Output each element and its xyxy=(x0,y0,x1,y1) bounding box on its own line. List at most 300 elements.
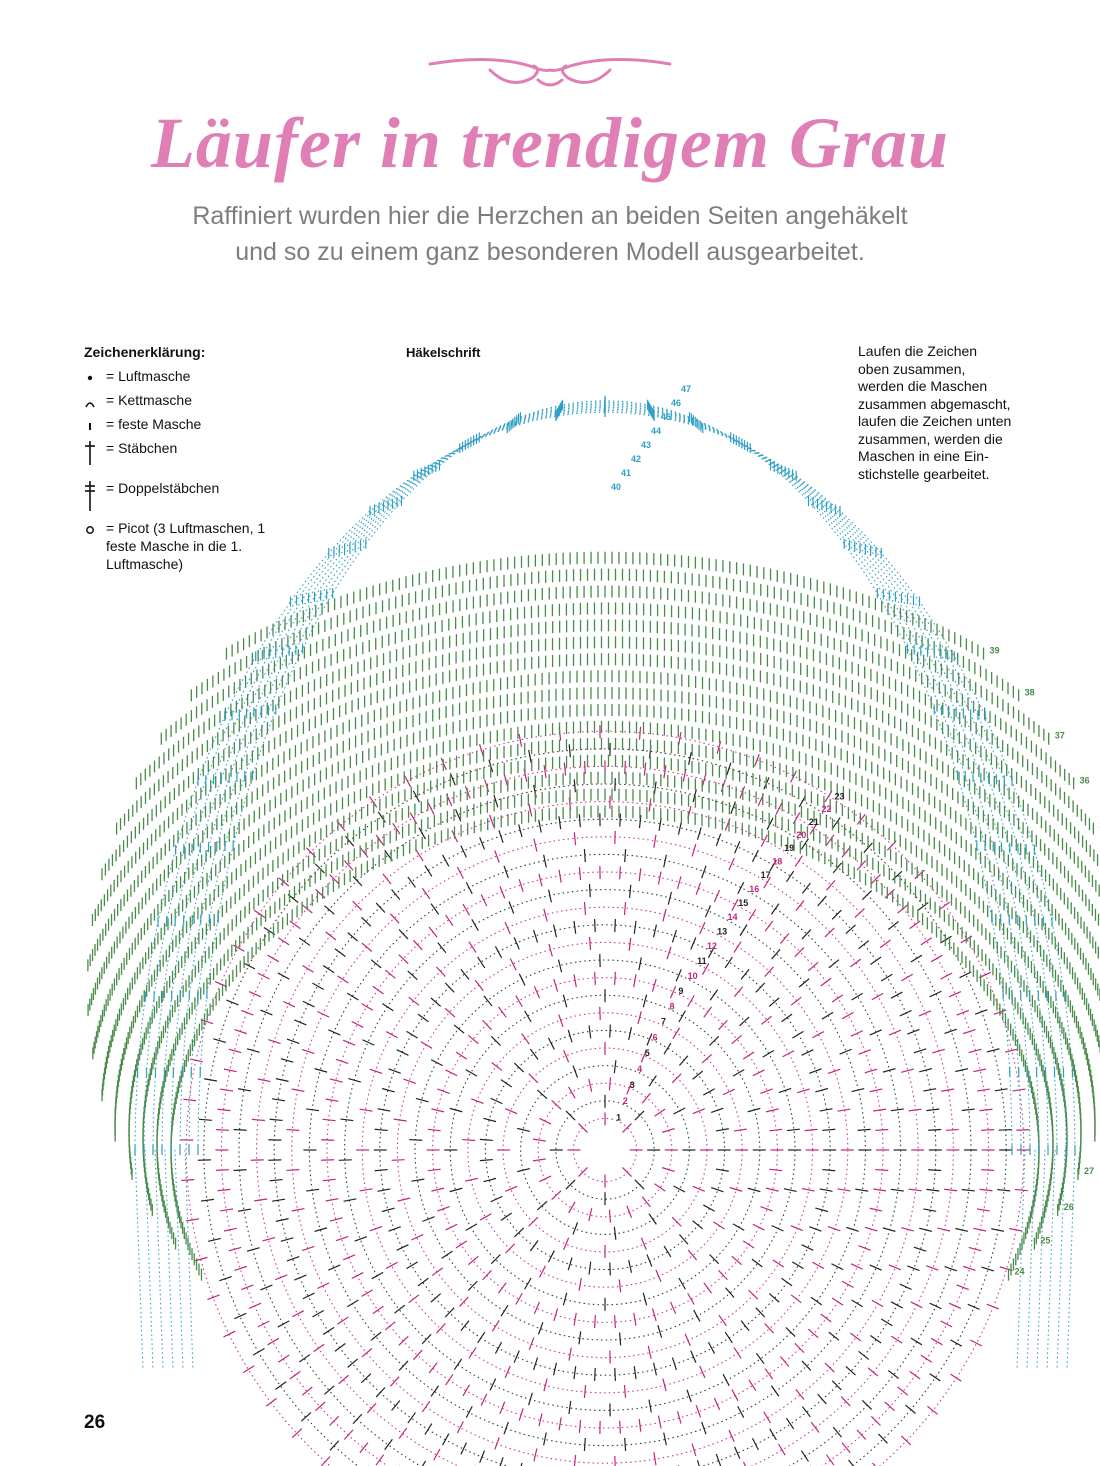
page-subtitle xyxy=(0,198,1100,270)
stitch-mark xyxy=(234,1170,247,1171)
stitch-mark xyxy=(468,1256,478,1264)
stitch-mark xyxy=(281,1238,294,1242)
stitch-mark xyxy=(347,993,358,1000)
stitch-mark xyxy=(962,1109,975,1110)
stitch-mark xyxy=(574,1366,576,1379)
stitch-mark xyxy=(716,1129,729,1131)
subtitle-line: Raffiniert wurden hier die Herzchen an beiden Seiten angehäkelt xyxy=(192,202,908,230)
stitch-mark xyxy=(360,1189,373,1191)
stitch-mark xyxy=(249,1303,261,1308)
stitch-mark xyxy=(499,1457,503,1466)
round-number: 41 xyxy=(621,468,632,478)
stitch-mark xyxy=(891,1302,902,1308)
stitch-mark xyxy=(409,997,419,1005)
stitch-mark xyxy=(898,1387,908,1395)
stitch-mark xyxy=(501,1080,512,1087)
stitch-mark xyxy=(620,866,621,879)
stitch-mark xyxy=(826,1455,834,1466)
stitch-mark xyxy=(694,1310,700,1321)
stitch-mark xyxy=(875,1130,888,1131)
stitch-mark xyxy=(664,1043,671,1054)
stitch-mark xyxy=(537,1090,547,1099)
stitch-mark xyxy=(769,1129,782,1131)
round-number: 3 xyxy=(629,1079,635,1090)
stitch-mark xyxy=(987,1304,999,1309)
stitch-mark xyxy=(820,1189,833,1191)
stitch-mark xyxy=(480,1214,491,1220)
stitch-mark xyxy=(446,915,453,926)
stitch-mark xyxy=(290,1371,301,1379)
stitch-mark xyxy=(355,1237,367,1241)
stitch-mark xyxy=(554,925,557,938)
stitch-mark xyxy=(539,1176,551,1182)
stitch-mark xyxy=(850,959,860,967)
stitch-mark xyxy=(514,1351,519,1363)
stitch-mark xyxy=(413,791,419,802)
stitch-mark xyxy=(373,1306,384,1313)
stitch-mark xyxy=(348,933,358,941)
stitch-mark xyxy=(299,938,310,945)
stitch-mark xyxy=(324,906,334,915)
stitch-mark xyxy=(218,1109,231,1110)
stitch-mark xyxy=(514,937,519,949)
stitch-mark xyxy=(738,882,744,894)
stitch-mark xyxy=(846,1227,858,1231)
stitch-mark xyxy=(752,1438,758,1450)
stitch-mark xyxy=(378,812,385,823)
stitch-mark xyxy=(352,1273,364,1279)
stitch-mark xyxy=(610,1025,611,1038)
stitch-mark xyxy=(376,903,385,913)
stitch-mark xyxy=(216,1170,229,1171)
chart-round-29 xyxy=(102,721,1100,1101)
stitch-mark xyxy=(928,1129,941,1130)
stitch-mark xyxy=(721,779,725,791)
stitch-mark xyxy=(450,773,455,785)
stitch-mark xyxy=(672,1358,676,1370)
stitch-mark xyxy=(808,1329,818,1338)
stitch-mark xyxy=(941,973,953,979)
stitch-mark xyxy=(674,1108,686,1114)
stitch-mark xyxy=(679,1011,686,1022)
stitch-mark xyxy=(238,1089,251,1091)
chart-round-35 xyxy=(117,619,1094,834)
stitch-mark xyxy=(534,930,538,942)
stitch-mark xyxy=(578,1123,587,1132)
stitch-mark xyxy=(615,972,616,985)
stitch-mark xyxy=(822,1170,835,1171)
stitch-mark xyxy=(404,776,410,787)
stitch-mark xyxy=(344,1430,353,1440)
stitch-mark xyxy=(822,1012,833,1019)
stitch-mark xyxy=(579,1331,581,1344)
stitch-mark xyxy=(302,1049,314,1053)
stitch-mark xyxy=(926,1189,939,1191)
stitch-mark xyxy=(734,1347,741,1358)
stitch-mark xyxy=(392,1160,405,1161)
stitch-mark xyxy=(463,904,470,915)
stitch-mark xyxy=(802,1189,815,1191)
stitch-mark xyxy=(584,902,585,915)
stitch-mark xyxy=(330,1441,339,1451)
stitch-mark xyxy=(730,1188,742,1192)
stitch-mark xyxy=(858,1129,871,1130)
stitch-mark xyxy=(620,814,621,827)
stitch-mark xyxy=(809,1069,821,1074)
stitch-mark xyxy=(629,938,631,951)
chart-side-border xyxy=(135,1150,193,1370)
stitch-mark xyxy=(662,1168,674,1172)
stitch-mark xyxy=(514,1063,523,1072)
stitch-mark xyxy=(691,1351,696,1363)
stitch-mark xyxy=(770,1429,777,1440)
stitch-mark xyxy=(548,1038,554,1050)
stitch-mark xyxy=(873,1189,886,1191)
stitch-mark xyxy=(566,1180,575,1189)
stitch-mark xyxy=(649,1214,656,1225)
stitch-mark xyxy=(335,1344,345,1352)
stitch-mark xyxy=(579,867,580,880)
stitch-mark xyxy=(921,938,932,945)
stitch-mark xyxy=(749,1380,756,1391)
stitch-mark xyxy=(454,1025,464,1033)
stitch-mark xyxy=(315,1069,328,1073)
round-number: 12 xyxy=(706,941,718,952)
stitch-mark xyxy=(710,990,717,1001)
stitch-mark xyxy=(919,1228,932,1231)
legend-label: = feste Masche xyxy=(106,416,202,432)
stitch-mark xyxy=(797,1089,809,1093)
chart-round-12 xyxy=(374,919,836,1381)
stitch-mark xyxy=(525,1278,532,1289)
stitch-mark xyxy=(859,1246,871,1251)
stitch-mark xyxy=(534,839,537,852)
round-number: 43 xyxy=(641,440,652,450)
stitch-mark xyxy=(822,1129,835,1130)
stitch-mark xyxy=(382,1088,395,1091)
stitch-mark xyxy=(685,1334,690,1346)
stitch-mark xyxy=(703,1205,714,1211)
stitch-mark xyxy=(445,1008,455,1017)
round-number: 37 xyxy=(1054,730,1065,741)
stitch-mark xyxy=(634,1366,636,1379)
stitch-mark xyxy=(589,1262,591,1275)
stitch-mark xyxy=(533,1139,546,1141)
stitch-mark xyxy=(698,1460,702,1466)
stitch-mark xyxy=(534,1302,539,1314)
stitch-mark xyxy=(767,818,773,830)
stitch-mark xyxy=(370,1069,382,1073)
stitch-mark xyxy=(233,945,244,951)
stitch-mark xyxy=(779,1088,791,1092)
stitch-mark xyxy=(268,1338,279,1345)
stitch-mark xyxy=(498,1007,506,1017)
stitch-mark xyxy=(679,732,681,745)
stitch-mark xyxy=(691,937,696,949)
stitch-mark xyxy=(302,1246,314,1250)
stitch-mark xyxy=(949,1303,961,1308)
stitch-mark xyxy=(385,1439,393,1449)
stitch-mark xyxy=(530,1049,538,1059)
stitch-mark xyxy=(484,996,492,1006)
stitch-mark xyxy=(472,919,479,930)
stitch-mark xyxy=(416,850,423,861)
stitch-mark xyxy=(579,1278,581,1291)
stitch-mark xyxy=(392,1400,400,1410)
stitch-mark xyxy=(270,1119,283,1120)
stitch-mark xyxy=(258,1079,271,1082)
stitch-mark xyxy=(428,1129,441,1131)
stitch-mark xyxy=(348,1359,358,1367)
stitch-mark xyxy=(360,847,368,857)
stitch-mark xyxy=(743,1052,754,1059)
note-line: Maschen in eine Ein- xyxy=(858,448,989,464)
stitch-mark xyxy=(901,1228,914,1231)
round-number: 46 xyxy=(671,398,682,408)
chart-round-19 xyxy=(251,796,960,1466)
stitch-mark xyxy=(782,1014,793,1022)
stitch-mark xyxy=(376,1455,384,1466)
stitch-mark xyxy=(744,1462,749,1466)
stitch-mark xyxy=(624,902,625,915)
stitch-mark xyxy=(569,1202,576,1213)
stitch-mark xyxy=(457,867,463,879)
stitch-mark xyxy=(287,1039,299,1043)
stitch-mark xyxy=(362,1040,374,1045)
stitch-mark xyxy=(726,1288,735,1298)
stitch-mark xyxy=(422,1334,431,1343)
stitch-mark xyxy=(446,1374,453,1385)
round-number: 10 xyxy=(687,970,698,981)
stitch-mark xyxy=(619,1279,620,1292)
stitch-mark xyxy=(443,855,449,866)
stitch-mark xyxy=(408,877,416,888)
stitch-mark xyxy=(885,1402,895,1411)
stitch-mark xyxy=(519,734,522,747)
stitch-mark xyxy=(928,1170,941,1171)
stitch-mark xyxy=(216,1130,229,1131)
stitch-mark xyxy=(889,1030,901,1035)
stitch-mark xyxy=(375,1170,388,1171)
stitch-mark xyxy=(654,1452,656,1465)
stitch-mark xyxy=(330,875,339,884)
round-number: 25 xyxy=(1040,1235,1051,1246)
stitch-mark xyxy=(782,1278,793,1286)
chart-round-1 xyxy=(567,1112,642,1187)
stitch-mark xyxy=(312,983,323,989)
stitch-mark xyxy=(468,1281,477,1290)
stitch-mark xyxy=(833,1427,841,1437)
stitch-mark xyxy=(275,1275,287,1280)
stitch-mark xyxy=(732,1256,742,1264)
stitch-mark xyxy=(595,1368,596,1381)
stitch-mark xyxy=(431,1060,443,1066)
stitch-mark xyxy=(529,1393,533,1405)
stitch-mark xyxy=(339,1160,352,1161)
stitch-mark xyxy=(352,1022,364,1028)
stitch-mark xyxy=(692,844,696,856)
stitch-mark xyxy=(569,1348,571,1361)
stitch-mark xyxy=(574,1455,575,1466)
stitch-mark xyxy=(779,1444,786,1455)
stitch-mark xyxy=(446,1224,458,1230)
stitch-mark xyxy=(408,971,418,980)
stitch-mark xyxy=(643,1293,646,1306)
stitch-mark xyxy=(252,1119,265,1120)
stitch-mark xyxy=(859,1351,869,1359)
stitch-mark xyxy=(826,835,834,846)
stitch-mark xyxy=(821,978,831,986)
stitch-mark xyxy=(337,976,348,983)
stitch-mark xyxy=(480,1451,485,1463)
stitch-mark xyxy=(491,1255,500,1264)
stitch-mark xyxy=(857,814,865,824)
stitch-mark xyxy=(564,763,565,776)
stitch-mark xyxy=(425,1424,432,1435)
stitch-mark xyxy=(335,949,345,957)
stitch-mark xyxy=(408,1413,416,1424)
stitch-mark xyxy=(812,1032,823,1038)
round-number: 20 xyxy=(796,829,807,840)
stitch-mark xyxy=(881,1319,892,1326)
stitch-mark xyxy=(664,1246,671,1257)
stitch-mark xyxy=(748,1108,761,1111)
stitch-mark xyxy=(569,744,570,757)
stitch-mark xyxy=(207,1295,219,1300)
stitch-mark xyxy=(595,919,596,932)
stitch-mark xyxy=(446,1070,458,1076)
stitch-mark xyxy=(181,1180,194,1181)
stitch-mark xyxy=(881,974,892,981)
stitch-mark xyxy=(875,1170,888,1171)
stitch-mark xyxy=(260,1010,272,1015)
stitch-mark xyxy=(809,1227,821,1232)
stitch-mark xyxy=(514,1228,523,1237)
stitch-mark xyxy=(463,1385,470,1396)
stitch-mark xyxy=(980,1109,993,1110)
stitch-mark xyxy=(911,1338,922,1345)
stitch-mark xyxy=(955,1069,968,1072)
stitch-mark xyxy=(339,1375,349,1384)
stitch-mark xyxy=(609,1210,610,1223)
stitch-mark xyxy=(658,1325,662,1337)
stitch-mark xyxy=(878,1434,887,1443)
stitch-mark xyxy=(711,1188,723,1192)
stitch-mark xyxy=(870,957,881,964)
stitch-mark xyxy=(725,1332,732,1343)
stitch-mark xyxy=(376,835,384,846)
stitch-mark xyxy=(975,1010,987,1014)
stitch-mark xyxy=(772,949,781,959)
stitch-mark xyxy=(883,1069,896,1073)
stitch-mark xyxy=(323,1327,334,1334)
round-number: 39 xyxy=(989,645,1000,656)
round-number: 47 xyxy=(681,384,692,394)
stitch-mark xyxy=(980,1189,993,1190)
chart-round-30 xyxy=(93,704,1100,1059)
stitch-mark xyxy=(574,832,575,845)
stitch-mark xyxy=(955,1229,968,1232)
stitch-mark xyxy=(654,782,656,795)
stitch-mark xyxy=(909,1109,922,1111)
stitch-mark xyxy=(865,1227,877,1231)
stitch-mark xyxy=(343,1040,355,1045)
stitch-mark xyxy=(404,1079,416,1083)
note-line: zusammen abgemascht, xyxy=(858,395,1011,412)
stitch-mark xyxy=(693,1071,703,1079)
stitch-mark xyxy=(534,986,539,998)
stitch-mark xyxy=(422,1401,429,1412)
round-number: 36 xyxy=(1079,775,1090,786)
stitch-mark xyxy=(792,1031,803,1038)
stitch-mark xyxy=(330,1218,343,1221)
stitch-mark xyxy=(425,865,432,876)
stitch-mark xyxy=(821,1314,831,1322)
stitch-mark xyxy=(644,763,645,776)
stitch-mark xyxy=(654,835,656,848)
stitch-mark xyxy=(219,1277,231,1281)
stitch-mark xyxy=(880,940,890,948)
stitch-mark xyxy=(771,904,778,915)
stitch-mark xyxy=(483,1270,492,1279)
stitch-mark xyxy=(926,1266,938,1270)
stitch-mark xyxy=(584,1385,585,1398)
stitch-mark xyxy=(559,1417,561,1430)
stitch-mark xyxy=(579,814,580,827)
stitch-mark xyxy=(802,1407,810,1417)
stitch-mark xyxy=(795,947,804,956)
stitch-mark xyxy=(639,1419,641,1432)
stitch-mark xyxy=(787,1129,800,1130)
stitch-mark xyxy=(769,1294,779,1303)
chart-round-2 xyxy=(550,1095,660,1205)
stitch-mark xyxy=(573,1065,578,1077)
stitch-mark xyxy=(969,1049,982,1052)
stitch-mark xyxy=(466,1070,477,1077)
stitch-mark xyxy=(950,1340,961,1346)
stitch-mark xyxy=(340,1119,353,1121)
stitch-mark xyxy=(360,1109,373,1111)
stitch-mark xyxy=(962,1189,975,1190)
stitch-mark xyxy=(525,1011,532,1022)
stitch-mark xyxy=(786,871,793,882)
stitch-mark xyxy=(559,816,561,829)
stitch-mark xyxy=(573,1222,578,1234)
stitch-mark xyxy=(268,955,279,962)
stitch-mark xyxy=(539,1118,551,1124)
stitch-mark xyxy=(624,1385,625,1398)
stitch-mark xyxy=(483,1118,496,1121)
stitch-mark xyxy=(664,1433,667,1446)
stitch-mark xyxy=(808,962,818,971)
stitch-mark xyxy=(1015,1189,1028,1190)
stitch-mark xyxy=(716,834,720,846)
stitch-mark xyxy=(918,902,928,910)
stitch-mark xyxy=(656,1270,661,1282)
stitch-mark xyxy=(987,1049,1000,1052)
stitch-mark xyxy=(815,1088,828,1091)
stitch-mark xyxy=(748,1188,761,1191)
stitch-mark xyxy=(278,938,289,945)
stitch-mark xyxy=(302,1387,312,1395)
stitch-mark xyxy=(769,998,779,1007)
stitch-mark xyxy=(763,1050,774,1057)
stitch-mark xyxy=(725,957,732,968)
round-number: 1 xyxy=(616,1112,622,1123)
stitch-mark xyxy=(629,1027,632,1040)
stitch-mark xyxy=(362,1290,373,1297)
stitch-mark xyxy=(317,1012,329,1018)
